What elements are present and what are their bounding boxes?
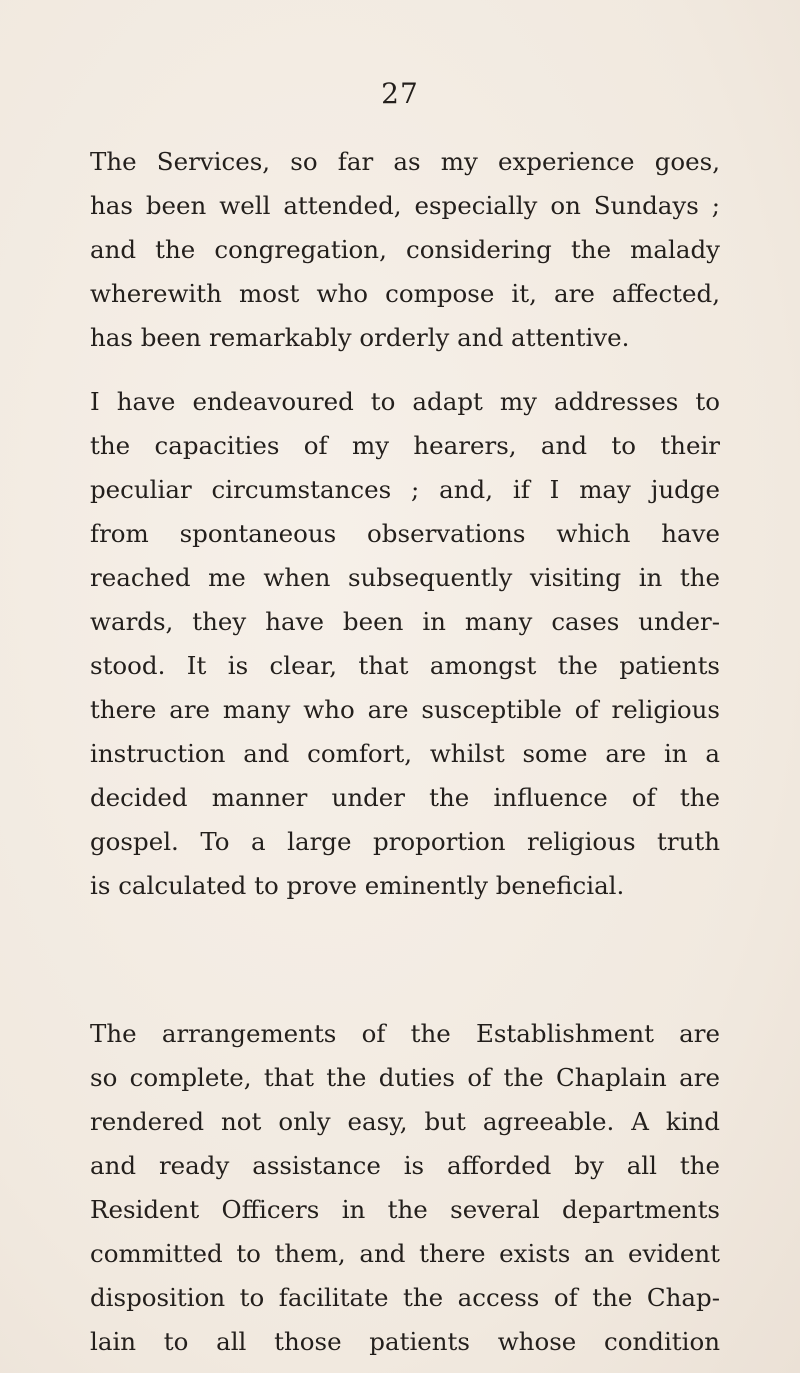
text-line: is calculated to prove eminently beneficial. <box>90 871 625 900</box>
text-line: The arrangements of the Establishment are <box>90 1019 720 1048</box>
text-line: gospel. To a large proportion religious truth <box>90 827 720 856</box>
text-line: and the congregation, considering the malady <box>90 235 720 264</box>
text-line: peculiar circumstances ; and, if I may judge <box>90 475 720 504</box>
text-line: rendered not only easy, but agreeable. A kind <box>90 1107 720 1136</box>
paragraph-addresses <box>90 380 720 908</box>
text-line: I have endeavoured to adapt my addresses to <box>90 387 720 416</box>
text-line: wherewith most who compose it, are affected, <box>90 279 720 308</box>
page-number: 27 <box>381 77 419 110</box>
text-line: has been remarkably orderly and attentive. <box>90 323 630 352</box>
text-line: from spontaneous observations which have <box>90 519 720 548</box>
text-line: Resident Officers in the several departments <box>90 1195 720 1224</box>
text-line: the capacities of my hearers, and to their <box>90 431 720 460</box>
paragraph-services <box>90 140 720 360</box>
text-line: and ready assistance is afforded by all the <box>90 1151 720 1180</box>
text-line: lain to all those patients whose condition <box>90 1327 720 1356</box>
text-line: disposition to facilitate the access of the Chap- <box>90 1283 720 1312</box>
text-line: reached me when subsequently visiting in the <box>90 563 720 592</box>
text-line: The Services, so far as my experience goes, <box>90 147 720 176</box>
text-line: stood. It is clear, that amongst the patients <box>90 651 720 680</box>
text-line: decided manner under the influence of the <box>90 783 720 812</box>
text-line: committed to them, and there exists an evident <box>90 1239 720 1268</box>
text-line: has been well attended, especially on Sundays ; <box>90 191 720 220</box>
text-line: so complete, that the duties of the Chaplain are <box>90 1063 720 1092</box>
text-line: wards, they have been in many cases under- <box>90 607 720 636</box>
paragraph-arrangements <box>90 1012 720 1364</box>
text-line: instruction and comfort, whilst some are in a <box>90 739 720 768</box>
text-line: there are many who are susceptible of religious <box>90 695 720 724</box>
